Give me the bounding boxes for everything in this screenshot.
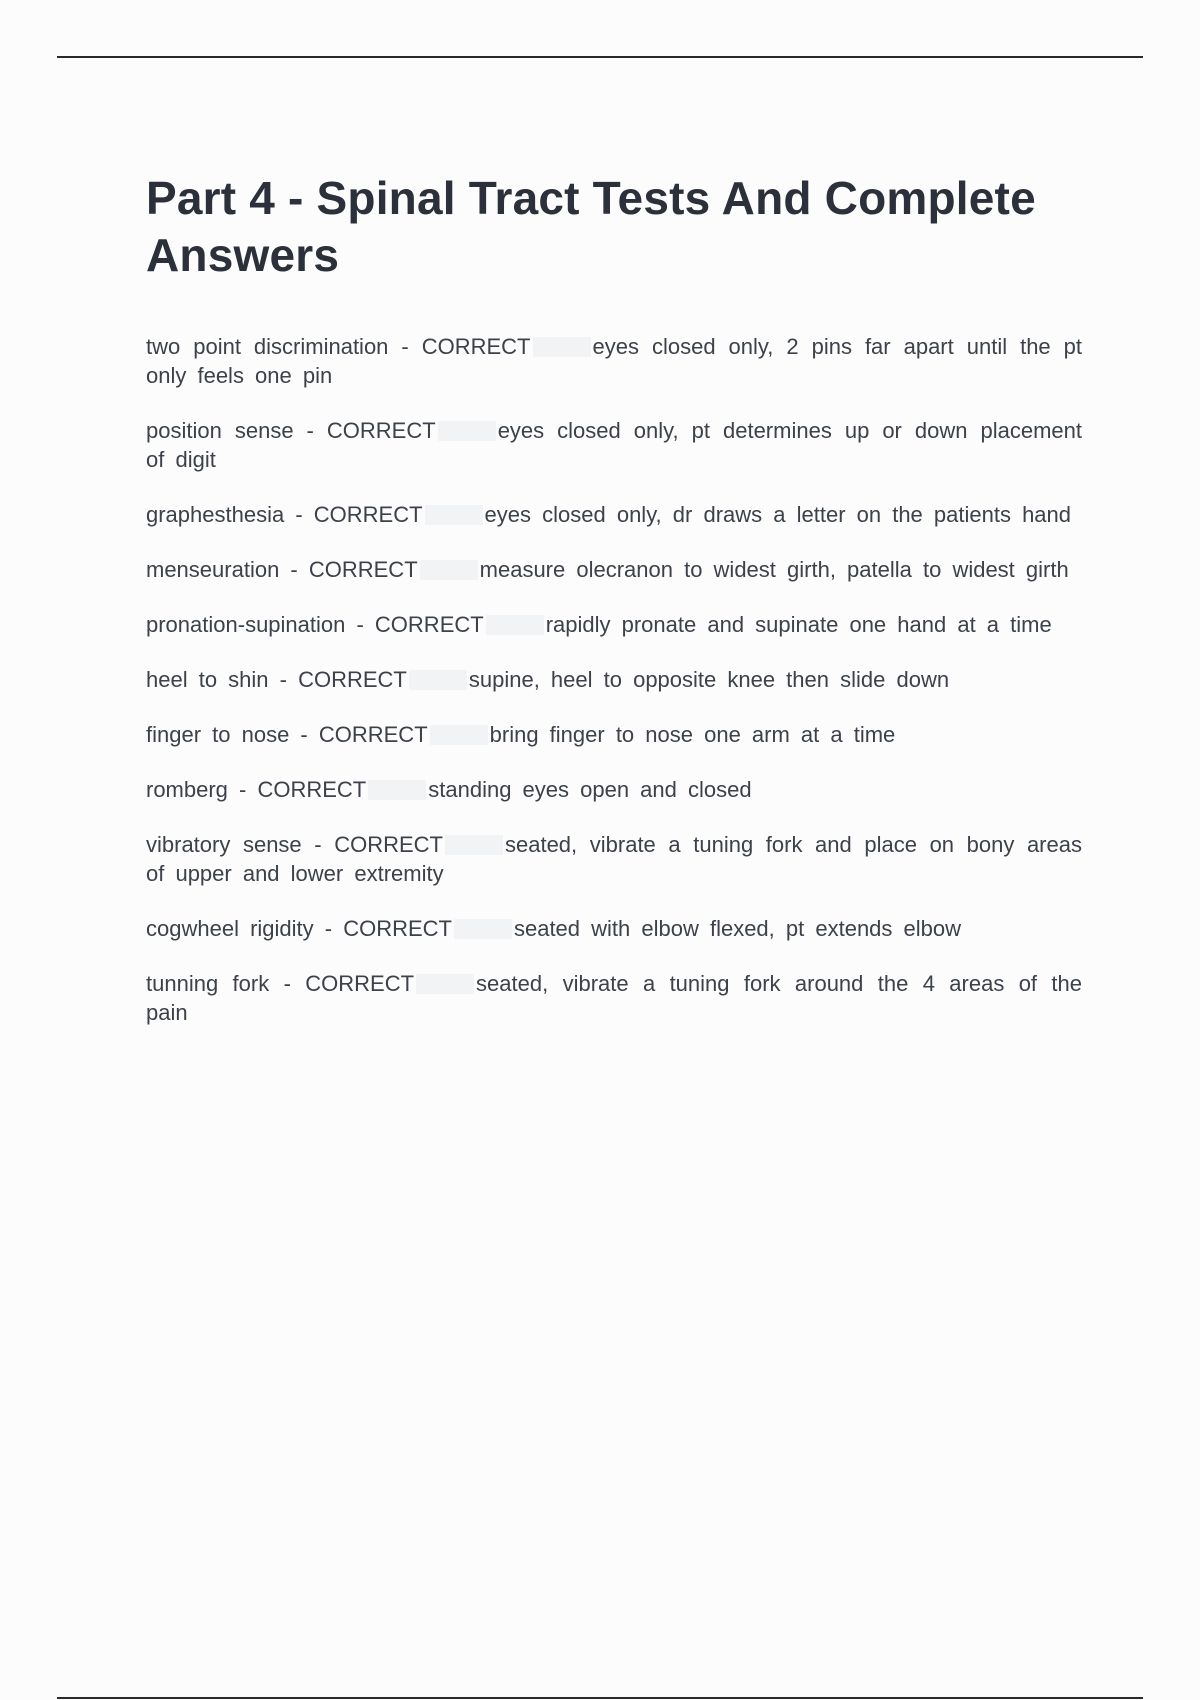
answer-gap xyxy=(486,615,544,635)
answer-gap xyxy=(368,780,426,800)
entry-term: romberg - CORRECT xyxy=(146,777,367,802)
entry-answer: supine, heel to opposite knee then slide down xyxy=(468,667,950,692)
entry-answer: measure olecranon to widest girth, patella to widest girth xyxy=(479,557,1069,582)
entry-answer: seated, vibrate a tuning fork around the 4 areas of the pain xyxy=(146,971,1082,1025)
header-rule xyxy=(57,56,1143,58)
answer-gap xyxy=(438,421,496,441)
entry-term: menseuration - CORRECT xyxy=(146,557,418,582)
qa-entry xyxy=(146,416,1082,474)
entry-answer: standing eyes open and closed xyxy=(428,777,752,802)
qa-entry xyxy=(146,500,1082,529)
entry-answer: seated with elbow flexed, pt extends elbow xyxy=(513,916,962,941)
entry-term: tunning fork - CORRECT xyxy=(146,971,415,996)
document-body xyxy=(146,170,1082,1053)
page-title: Part 4 - Spinal Tract Tests And Complete Answers xyxy=(146,172,1036,281)
answer-gap xyxy=(533,337,591,357)
entry-term: pronation-supination - CORRECT xyxy=(146,612,484,637)
answer-gap xyxy=(416,974,474,994)
qa-entry xyxy=(146,720,1082,749)
entry-term: vibratory sense - CORRECT xyxy=(146,832,443,857)
entry-answer: seated, vibrate a tuning fork and place on bony areas of upper and lower extremity xyxy=(146,832,1082,886)
entry-answer: eyes closed only, pt determines up or down placement of digit xyxy=(146,418,1082,472)
answer-gap xyxy=(430,725,488,745)
qa-entry xyxy=(146,332,1082,390)
qa-entry xyxy=(146,969,1082,1027)
qa-entry xyxy=(146,555,1082,584)
answer-gap xyxy=(445,835,503,855)
entry-term: graphesthesia - CORRECT xyxy=(146,502,423,527)
answer-gap xyxy=(454,919,512,939)
entry-term: heel to shin - CORRECT xyxy=(146,667,407,692)
entry-answer: eyes closed only, dr draws a letter on the patients hand xyxy=(484,502,1072,527)
entry-answer: bring finger to nose one arm at a time xyxy=(489,722,896,747)
entry-term: two point discrimination - CORRECT xyxy=(146,334,531,359)
qa-entry xyxy=(146,914,1082,943)
answer-gap xyxy=(420,560,478,580)
entry-term: cogwheel rigidity - CORRECT xyxy=(146,916,452,941)
footer-rule xyxy=(57,1697,1143,1699)
entry-term: position sense - CORRECT xyxy=(146,418,436,443)
answer-gap xyxy=(425,505,483,525)
qa-entry xyxy=(146,665,1082,694)
qa-entry xyxy=(146,830,1082,888)
entry-answer: eyes closed only, 2 pins far apart until the pt only feels one pin xyxy=(146,334,1083,388)
qa-entry xyxy=(146,775,1082,804)
entry-answer: rapidly pronate and supinate one hand at a time xyxy=(545,612,1052,637)
answer-gap xyxy=(409,670,467,690)
qa-entry xyxy=(146,610,1082,639)
entry-term: finger to nose - CORRECT xyxy=(146,722,428,747)
